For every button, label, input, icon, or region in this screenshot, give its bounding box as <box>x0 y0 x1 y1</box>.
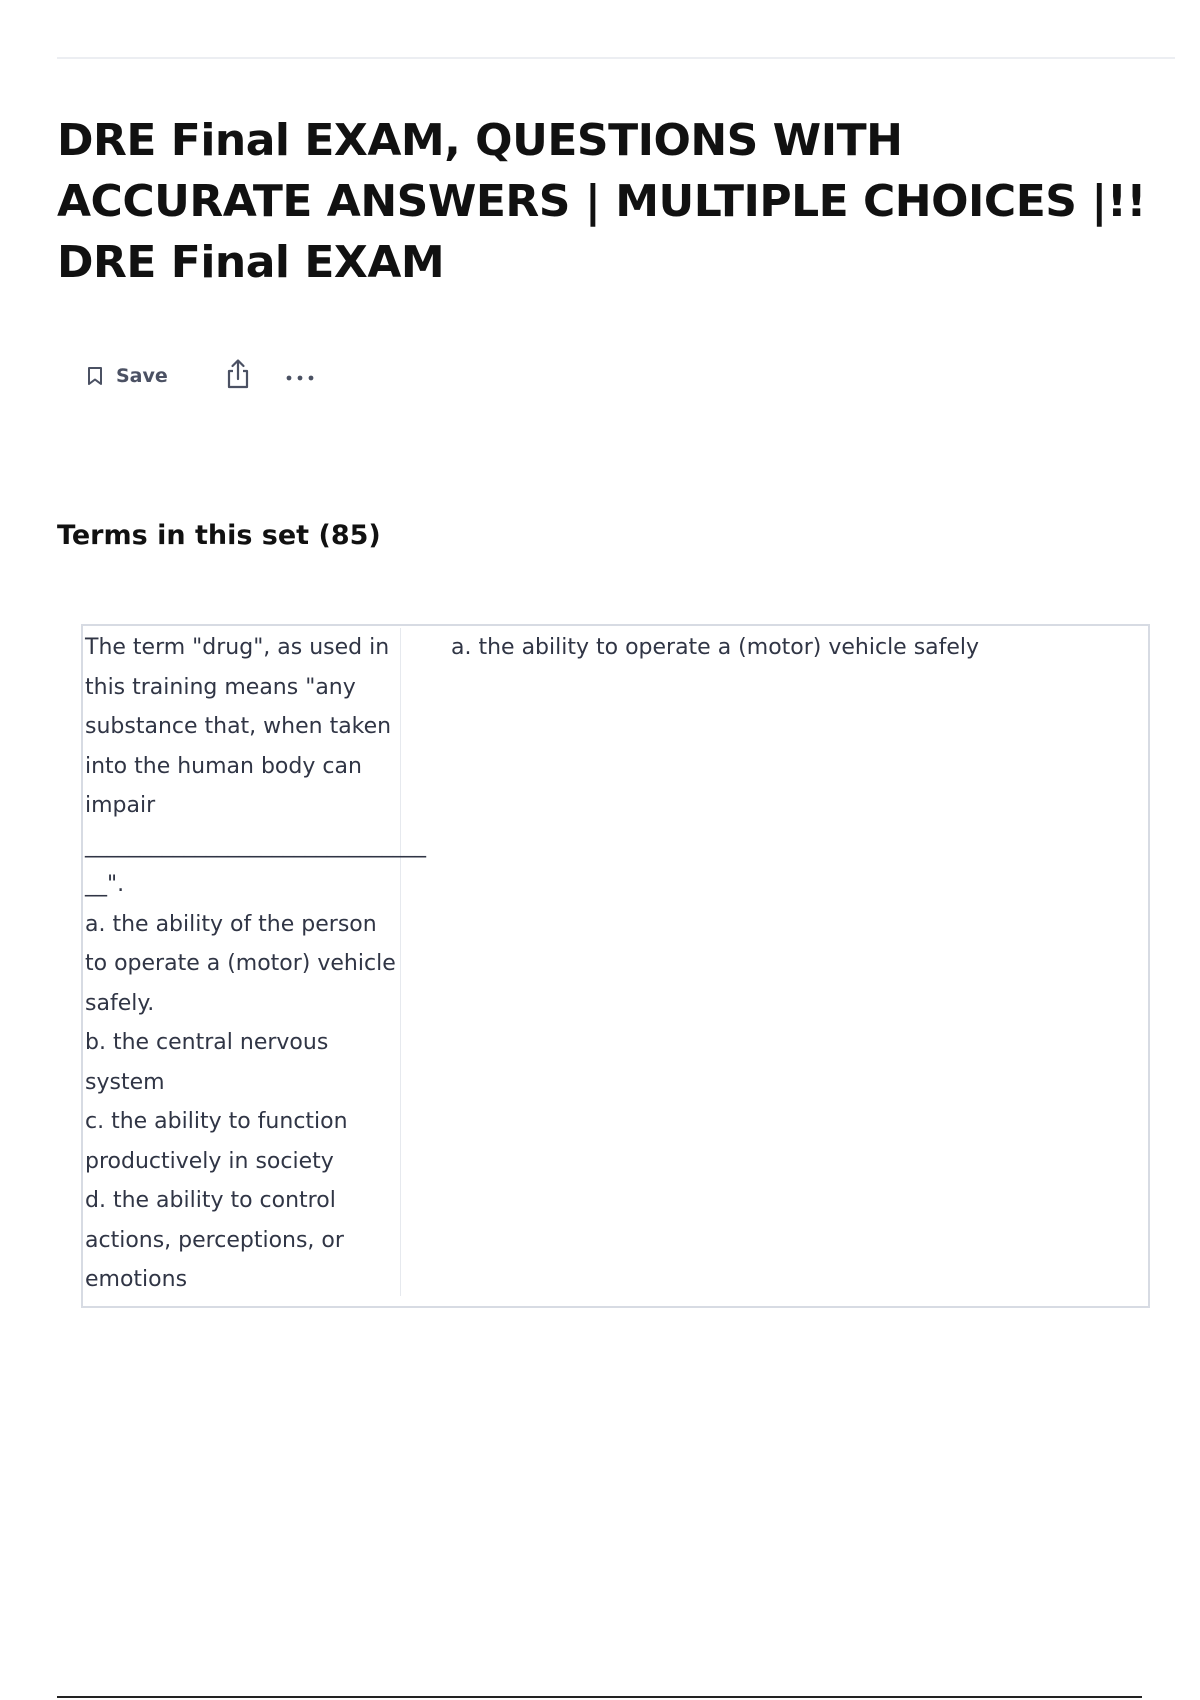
more-options-button[interactable] <box>282 358 318 394</box>
bottom-divider <box>57 1696 1142 1698</box>
term-text: The term "drug", as used in this training means "any substance that, when taken into the human body can impair _______________________________ __". a. the ability of the person to operate a (motor) vehicle safely. b. the central nervous system c. the ability to function productively in society d. the ability to control actions, perceptions, or emotions <box>83 628 401 1296</box>
save-button[interactable] <box>84 358 174 394</box>
save-label: Save <box>116 365 168 387</box>
terms-heading: Terms in this set (85) <box>57 520 381 551</box>
definition-text: a. the ability to operate a (motor) vehicle safely <box>451 635 980 660</box>
bookmark-icon <box>86 366 104 386</box>
more-icon <box>285 367 315 386</box>
top-divider <box>57 57 1175 59</box>
term-card <box>81 624 1150 1308</box>
page-title: DRE Final EXAM, QUESTIONS WITH ACCURATE ANSWERS | MULTIPLE CHOICES |!! DRE Final EXAM <box>57 115 1146 288</box>
action-bar <box>84 358 318 394</box>
share-icon <box>224 358 252 394</box>
share-button[interactable] <box>222 358 254 394</box>
